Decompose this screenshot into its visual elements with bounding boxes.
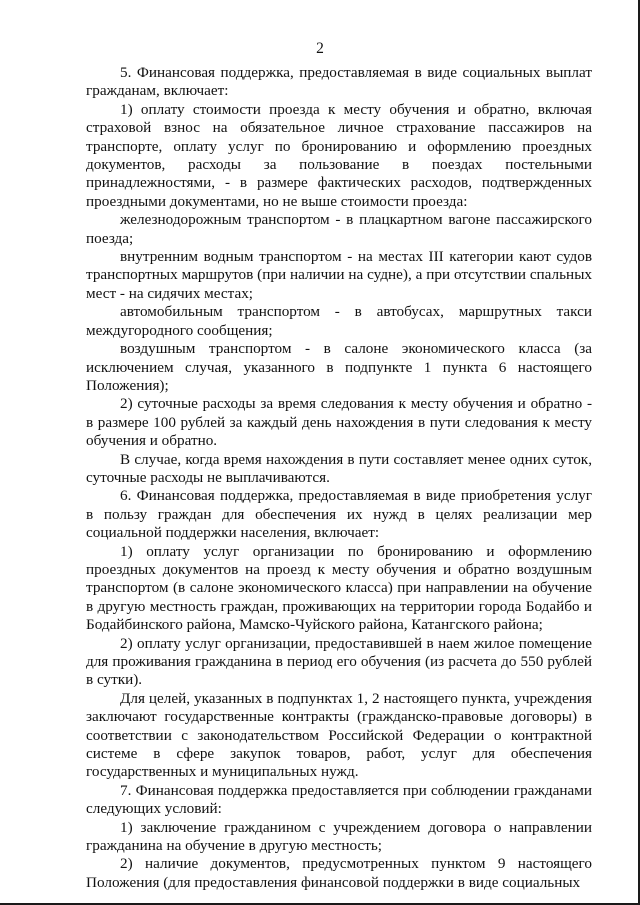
paragraph-5-item-2: 2) суточные расходы за время следования к месту обучения и обратно - в размере 100 рублей за каждый день нахождения в пути следования к месту обучения и обратно. <box>86 395 592 450</box>
page-number: 2 <box>316 40 324 57</box>
paragraph-5-item-1: 1) оплату стоимости проезда к месту обучения и обратно, включая страховой взнос на обязательное личное страхование пассажиров на транспорте, оплату услуг по бронированию и оформлению проездных документов, расходы за пользование в поездах постельными принадлежностями, - в размере фактических расходов, подтвержденных проездными документами, но не выше стоимости проезда: <box>86 100 592 210</box>
paragraph-7-item-1: 1) заключение гражданином с учреждением договора о направлении гражданина на обучение в другую местность; <box>86 818 592 855</box>
paragraph-7-item-2: 2) наличие документов, предусмотренных пунктом 9 настоящего Положения (для предоставления финансовой поддержки в виде социальных <box>86 855 592 891</box>
paragraph-6-item-1: 1) оплату услуг организации по бронированию и оформлению проездных документов на проезд к месту обучения и обратно воздушным транспортом (в салоне экономического класса) при направлении на обучение в другую местность граждан, проживающих на территории города Бодайбо и Бодайбинского района, Мамско-Чуйского района, Катангского района; <box>86 542 592 634</box>
paragraph-road-transport: автомобильным транспортом - в автобусах, маршрутных такси междугородного сообщения; <box>86 303 592 339</box>
paragraph-rail-transport: железнодорожным транспортом - в плацкартном вагоне пассажирского поезда; <box>86 211 592 247</box>
paragraph-air-transport: воздушным транспортом - в салоне экономического класса (за исключением случая, указанного в подпункте 1 пункта 6 настоящего Положения); <box>86 340 592 394</box>
document-body <box>86 64 592 892</box>
paragraph-water-transport: внутренним водным транспортом - на местах III категории кают судов транспортных маршрутов (при наличии на судне), а при отсутствии спальных мест - на сидячих местах; <box>86 248 592 302</box>
paragraph-daily-allowance-note: В случае, когда время нахождения в пути составляет менее одних суток, суточные расходы не выплачиваются. <box>86 450 592 486</box>
paragraph-6-contracts: Для целей, указанных в подпунктах 1, 2 настоящего пункта, учреждения заключают государственные контракты (гражданско-правовые договоры) в соответствии с законодательством Российской Федерации о контрактной системе в сфере закупок товаров, работ, услуг для обеспечения государственных и муниципальных нужд. <box>86 689 592 781</box>
paragraph-5-intro: 5. Финансовая поддержка, предоставляемая в виде социальных выплат гражданам, включает: <box>86 64 592 100</box>
paragraph-6-item-2: 2) оплату услуг организации, предоставившей в наем жилое помещение для проживания гражданина в период его обучения (из расчета до 550 рублей в сутки). <box>86 634 592 689</box>
paragraph-6-intro: 6. Финансовая поддержка, предоставляемая в виде приобретения услуг в пользу граждан для обеспечения их нужд в целях реализации мер социальной поддержки населения, включает: <box>86 487 592 542</box>
paragraph-7-intro: 7. Финансовая поддержка предоставляется при соблюдении гражданами следующих условий: <box>86 781 592 818</box>
